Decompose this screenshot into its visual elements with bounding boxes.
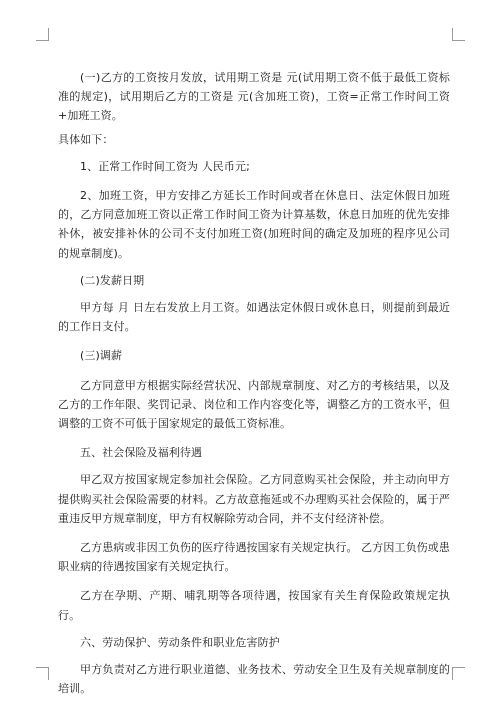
section-five-heading: 五、社会保险及福利待遇 bbox=[80, 446, 203, 460]
social-insurance-paragraph: 甲乙双方按国家规定参加社会保险。乙方同意购买社会保险，并主动向甲方提供购买社会保险需要的材料。乙方故意拖延或不办理购买社会保险的，属于严重违反甲方规章制度，甲方有权解除劳动合同，并不支付经济补偿。 bbox=[58, 473, 450, 525]
overtime-wage-item: 2、加班工资，甲方安排乙方延长工作时间或者在休息日、法定休假日加班的，乙方同意加班工资以正常工作时间工资为计算基数，休息日加班的优先安排补休，被安排补休的公司不支付加班工资(加班时间的确定及加班的程序见公司的规章制度)。 bbox=[58, 189, 450, 260]
salary-payment-paragraph: (一)乙方的工资按月发放，试用期工资是 元(试用期工资不低于最低工资标准的规定)，试用期后乙方的工资是 元(含加班工资)，工资=正常工作时间工资+加班工资。 bbox=[58, 71, 450, 123]
details-intro: 具体如下： bbox=[58, 132, 114, 146]
section-six-heading: 六、劳动保护、劳动条件和职业危害防护 bbox=[80, 635, 280, 649]
crop-mark-bottom-right bbox=[452, 667, 465, 680]
crop-mark-top-left bbox=[36, 28, 49, 41]
maternity-paragraph: 乙方在孕期、产期、哺乳期等各项待遇，按国家有关生育保险政策规定执行。 bbox=[58, 589, 450, 622]
normal-wage-item: 1、正常工作时间工资为 人民币元; bbox=[80, 159, 250, 173]
payday-heading: (二)发薪日期 bbox=[80, 273, 145, 287]
salary-adjustment-paragraph: 乙方同意甲方根据实际经营状况、内部规章制度、对乙方的考核结果，以及乙方的工作年限、奖罚记录、岗位和工作内容变化等，调整乙方的工资水平，但调整的工资不可低于国家规定的最低工资标准。 bbox=[58, 378, 450, 431]
medical-treatment-paragraph: 乙方患病或非因工负伤的医疗待遇按国家有关规定执行。 乙方因工负伤或患职业病的待遇按国家有关规定执行。 bbox=[58, 541, 450, 574]
training-paragraph: 甲方负责对乙方进行职业道德、业务技术、劳动安全卫生及有关规章制度的培训。 bbox=[58, 663, 450, 696]
crop-mark-bottom-left bbox=[36, 667, 49, 680]
document-body bbox=[58, 68, 450, 698]
payday-paragraph: 甲方每 月 日左右发放上月工资。如遇法定休假日或休息日，则提前到最近的工作日支付。 bbox=[58, 301, 450, 334]
salary-adjustment-heading: (三)调薪 bbox=[80, 349, 123, 363]
crop-mark-top-right bbox=[452, 28, 465, 41]
